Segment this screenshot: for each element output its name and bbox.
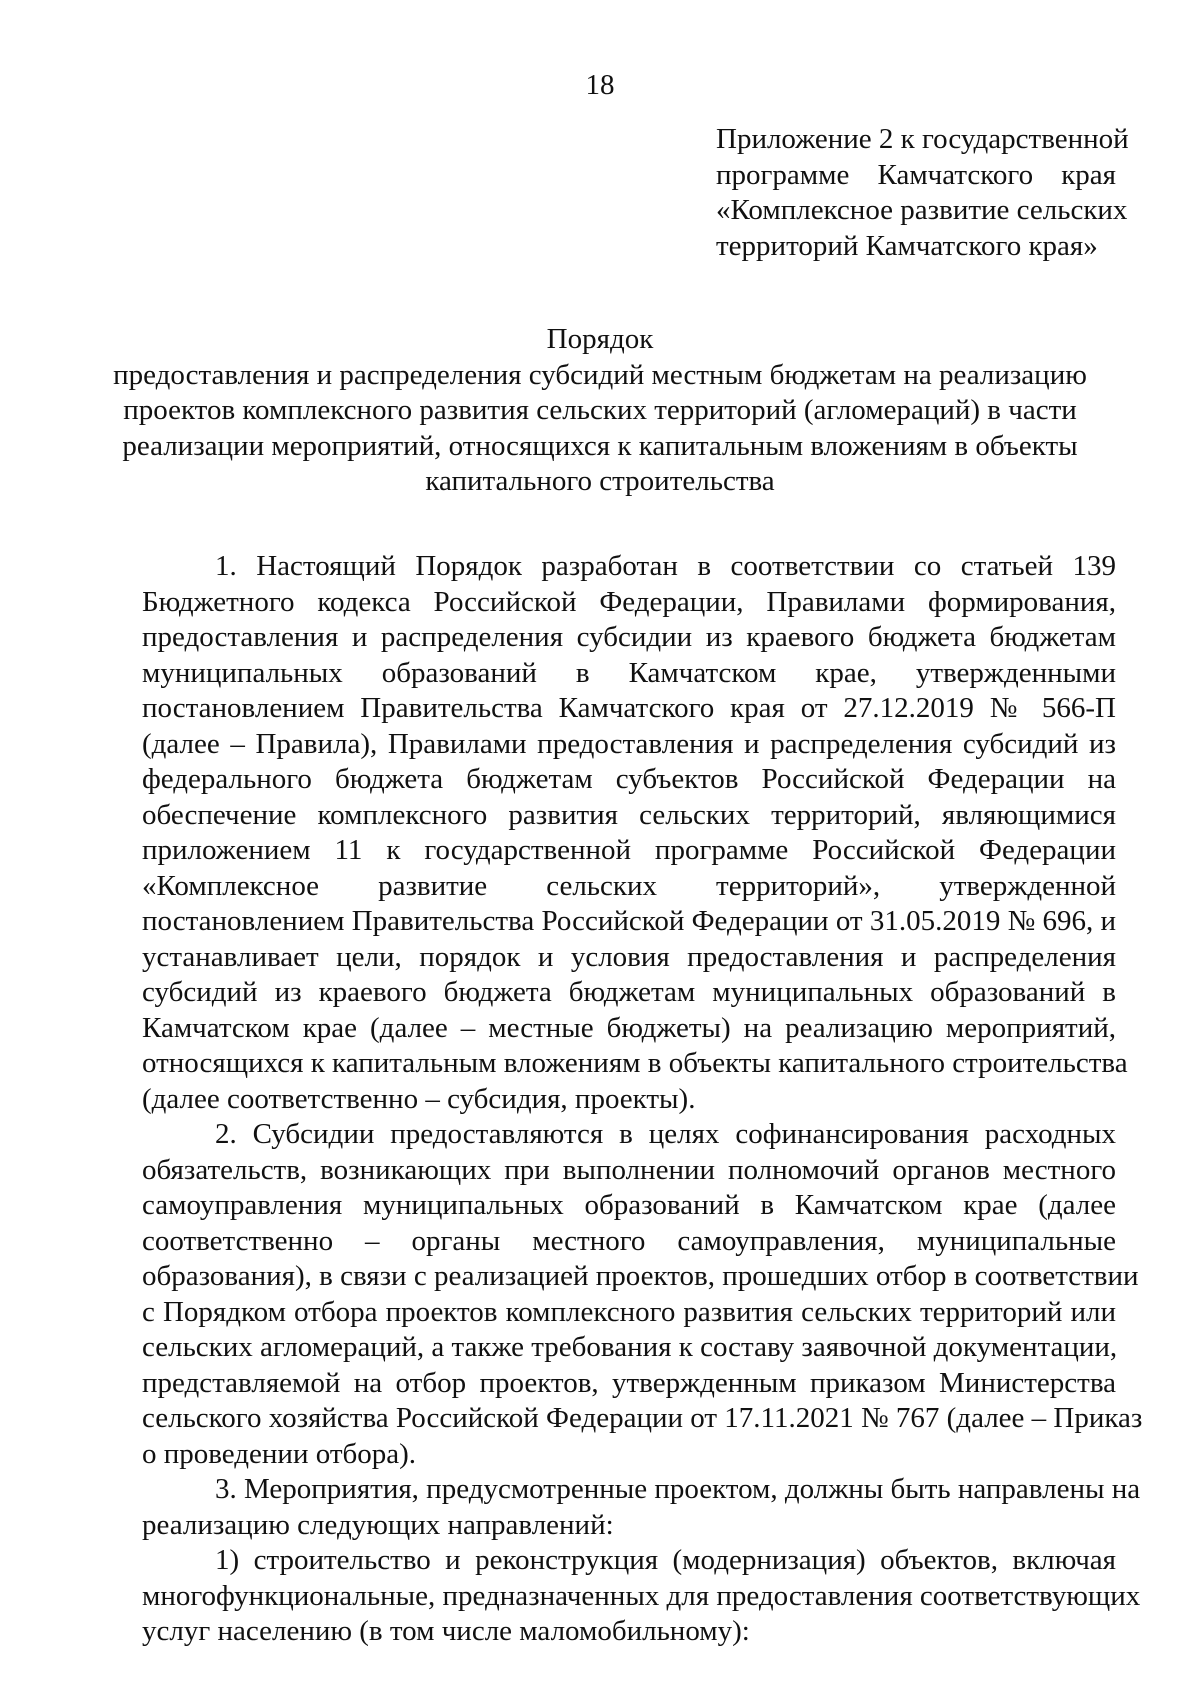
paragraph-2-line: обязательств, возникающих при выполнении полномочий органов местного <box>142 1153 1116 1186</box>
title-line: проектов комплексного развития сельских территорий (агломераций) в части <box>123 394 1077 426</box>
document-body <box>142 549 1143 1650</box>
paragraph-2-line: образования), в связи с реализацией проектов, прошедших отбор в соответствии <box>142 1260 1139 1292</box>
appendix-line: территорий Камчатского края» <box>716 229 1098 262</box>
paragraph-2-line: самоуправления муниципальных образований в Камчатском крае (далее <box>142 1189 1116 1221</box>
paragraph-3-line: 3. Мероприятия, предусмотренные проектом, должны быть направлены на <box>215 1473 1141 1505</box>
title-line: реализации мероприятий, относящихся к капитальным вложениям в объекты <box>122 429 1078 462</box>
paragraph-2-line: о проведении отбора). <box>142 1437 417 1470</box>
paragraph-1-line: «Комплексное развитие сельских территорий», утвержденной <box>142 869 1116 902</box>
subparagraph-1-line: многофункциональные, предназначенных для предоставления соответствующих <box>142 1579 1141 1612</box>
subparagraph-1-line: услуг населению (в том числе маломобильному): <box>142 1615 750 1647</box>
paragraph-2-line: 2. Субсидии предоставляются в целях софинансирования расходных <box>215 1118 1116 1150</box>
paragraph-1-line: (далее соответственно – субсидия, проекты). <box>142 1082 696 1115</box>
paragraph-1-line: приложением 11 к государственной программе Российской Федерации <box>142 834 1116 866</box>
paragraph-2-line: сельских агломераций, а также требования к составу заявочной документации, <box>142 1331 1118 1363</box>
paragraph-3-line: реализацию следующих направлений: <box>142 1508 614 1541</box>
paragraph-1-line: (далее – Правила), Правилами предоставления и распределения субсидий из <box>142 727 1116 760</box>
page-number: 18 <box>585 69 615 101</box>
title-line: предоставления и распределения субсидий местным бюджетам на реализацию <box>113 358 1087 391</box>
paragraph-1-line: устанавливает цели, порядок и условия предоставления и распределения <box>142 940 1116 973</box>
paragraph-1-line: предоставления и распределения субсидии из краевого бюджета бюджетам <box>142 621 1116 653</box>
paragraph-1-line: относящихся к капитальным вложениям в объекты капитального строительства <box>142 1047 1128 1079</box>
document-title <box>100 322 1100 500</box>
paragraph-1-line: федерального бюджета бюджетам субъектов Российской Федерации на <box>142 763 1116 795</box>
title-heading: Порядок <box>546 323 654 355</box>
appendix-line: программе Камчатского края <box>716 158 1116 191</box>
paragraph-1-line: субсидий из краевого бюджета бюджетам муниципальных образований в <box>142 976 1116 1008</box>
appendix-line: «Комплексное развитие сельских <box>716 194 1128 226</box>
paragraph-2-line: соответственно – органы местного самоуправления, муниципальные <box>142 1224 1116 1257</box>
appendix-line: Приложение 2 к государственной <box>716 123 1129 155</box>
subparagraph-1-line: 1) строительство и реконструкция (модернизация) объектов, включая <box>215 1544 1116 1576</box>
paragraph-2-line: сельского хозяйства Российской Федерации от 17.11.2021 № 767 (далее – Приказ <box>142 1402 1143 1434</box>
paragraph-1-line: постановлением Правительства Камчатского края от 27.12.2019 № 566-П <box>142 692 1116 724</box>
paragraph-1-line: 1. Настоящий Порядок разработан в соответствии со статьей 139 <box>215 550 1116 582</box>
appendix-reference <box>716 122 1129 264</box>
paragraph-1-line: обеспечение комплексного развития сельских территорий, являющимися <box>142 798 1116 831</box>
paragraph-1-line: Бюджетного кодекса Российской Федерации, Правилами формирования, <box>142 585 1116 618</box>
paragraph-1-line: постановлением Правительства Российской Федерации от 31.05.2019 № 696, и <box>142 905 1117 937</box>
paragraph-1-line: Камчатском крае (далее – местные бюджеты) на реализацию мероприятий, <box>142 1011 1116 1044</box>
paragraph-2-line: представляемой на отбор проектов, утвержденным приказом Министерства <box>142 1366 1116 1399</box>
title-line: капитального строительства <box>425 465 775 497</box>
paragraph-1-line: муниципальных образований в Камчатском крае, утвержденными <box>142 656 1116 689</box>
paragraph-2-line: с Порядком отбора проектов комплексного развития сельских территорий или <box>142 1295 1116 1328</box>
